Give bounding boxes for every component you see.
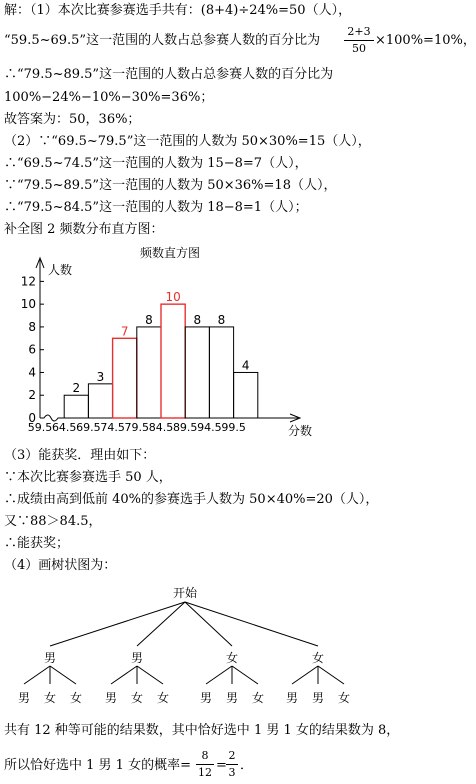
fraction-bar [344, 40, 374, 41]
tree-branch [185, 602, 232, 646]
tree-node-level2: 女 [43, 691, 57, 705]
tree-branch [292, 666, 318, 684]
y-tick-label: 0 [28, 411, 36, 425]
histogram-bar [113, 338, 137, 418]
tree-branch [50, 666, 76, 684]
bar-value-label: 3 [96, 369, 105, 384]
x-tick-label: 59.5 [27, 421, 53, 434]
histogram-chart [0, 240, 461, 440]
tree-node-level1: 男 [43, 651, 57, 665]
tree-node-level1: 女 [225, 651, 239, 665]
line-13: ∴成绩由高到低前 40%的参赛选手人数为 50×40%=20（人）， [4, 492, 379, 507]
tree-branch [111, 666, 137, 684]
prob-fraction-2-numerator: 2 [228, 749, 236, 762]
tree-diagram [0, 580, 461, 710]
line-14: 又∵88＞84.5， [4, 514, 102, 529]
tree-branch [206, 666, 232, 684]
tree-node-level2: 男 [199, 691, 213, 705]
fraction-denominator: 50 [352, 42, 366, 55]
tree-node-level2: 男 [17, 691, 31, 705]
prob-equals: = [216, 758, 227, 773]
bar-value-label: 8 [145, 312, 153, 327]
x-tick-label: 94.5 [197, 421, 222, 434]
line-1: 解：（1）本次比赛参赛选手共有：(8+4)÷24%=50（人）， [4, 3, 352, 18]
tree-node-level2: 男 [285, 691, 299, 705]
tree-node-level2: 男 [311, 691, 325, 705]
line-5: 故答案为：50，36%； [4, 112, 141, 127]
x-tick-label: 99.5 [221, 421, 246, 434]
line-16: （4）画树状图为： [4, 558, 117, 573]
histogram-bar [234, 372, 258, 418]
histogram-bar [137, 327, 161, 418]
prob-fraction-1-bar [196, 764, 214, 765]
line-15: ∴能获奖； [4, 536, 70, 551]
tree-branch [137, 602, 185, 646]
tree-branch [24, 666, 50, 684]
y-tick-label: 12 [20, 274, 36, 289]
bar-value-label: 8 [217, 312, 226, 327]
line-8: ∵“79.5~89.5”这一范围的人数为 50×36%=18（人）， [4, 178, 337, 193]
tree-node-level2: 女 [337, 691, 351, 705]
x-tick-label: 74.5 [100, 421, 125, 434]
bar-value-label: 4 [241, 358, 250, 373]
tree-root: 开始 [172, 586, 198, 600]
tree-branch [50, 602, 185, 646]
x-tick-label: 89.5 [172, 421, 198, 434]
x-tick-label: 69.5 [76, 421, 101, 434]
prob-fraction-1-numerator: 8 [201, 749, 209, 762]
x-axis-label: 分数 [288, 424, 313, 438]
tree-node-level2: 男 [225, 691, 239, 705]
prob-fraction-2-denominator: 3 [228, 766, 236, 779]
line-12: ∵本次比赛参赛选手 50 人， [4, 470, 172, 485]
bar-value-label: 7 [120, 324, 129, 339]
prob-fraction-1-denominator: 12 [198, 766, 212, 779]
histogram-bar [88, 384, 112, 418]
tree-node-level2: 女 [251, 691, 265, 705]
tree-branch [185, 602, 318, 646]
tree-node-level2: 男 [104, 691, 118, 705]
y-tick-label: 4 [28, 365, 36, 380]
line-18-end: ． [240, 758, 254, 773]
bar-value-label: 2 [72, 381, 81, 396]
line-18-a: 所以恰好选中 1 男 1 女的概率= [4, 758, 191, 773]
chart-title: 频数直方图 [139, 246, 201, 260]
y-tick-label: 6 [28, 342, 36, 357]
x-tick-label: 84.5 [148, 421, 174, 434]
y-tick-label: 2 [28, 388, 36, 403]
line-2-b: ×100%=10%， [375, 33, 476, 48]
histogram-bar [161, 304, 185, 418]
bar-value-label: 8 [193, 312, 202, 327]
tree-branch [318, 666, 344, 684]
histogram-bar [209, 327, 233, 418]
tree-node-level1: 女 [311, 651, 325, 665]
bar-value-label: 10 [165, 290, 181, 305]
x-tick-label: 64.5 [51, 421, 77, 434]
line-4: 100%−24%−10%−30%=36%； [4, 90, 214, 105]
tree-branch [137, 666, 163, 684]
line-7: ∴“69.5~74.5”这一范围的人数为 15−8=7（人）， [4, 156, 308, 171]
line-9: ∴“79.5~84.5”这一范围的人数为 18−8=1（人）； [4, 200, 308, 215]
line-2-a: “59.5~69.5”这一范围的人数占总参赛人数的百分比为 [4, 33, 321, 48]
fraction-numerator: 2+3 [347, 25, 371, 38]
line-6: （2）∵“69.5~79.5”这一范围的人数为 50×30%=15（人）， [4, 134, 371, 149]
histogram-bar [185, 327, 209, 418]
y-tick-label: 8 [28, 319, 36, 334]
y-tick-label: 10 [20, 297, 36, 312]
prob-fraction-2-bar [226, 764, 238, 765]
histogram-bar [64, 395, 88, 418]
line-11: （3）能获奖．理由如下： [4, 448, 156, 463]
line-3: ∴“79.5~89.5”这一范围的人数占总参赛人数的百分比为 [4, 67, 334, 82]
line-10: 补全图 2 频数分布直方图： [4, 222, 164, 237]
y-axis-label: 人数 [48, 263, 73, 277]
tree-branch [232, 666, 258, 684]
tree-node-level2: 女 [156, 691, 170, 705]
line-17: 共有 12 种等可能的结果数，其中恰好选中 1 男 1 女的结果数为 8， [4, 723, 400, 738]
tree-node-level2: 女 [69, 691, 83, 705]
x-tick-label: 79.5 [124, 421, 150, 434]
tree-node-level2: 女 [130, 691, 144, 705]
tree-node-level1: 男 [130, 651, 144, 665]
